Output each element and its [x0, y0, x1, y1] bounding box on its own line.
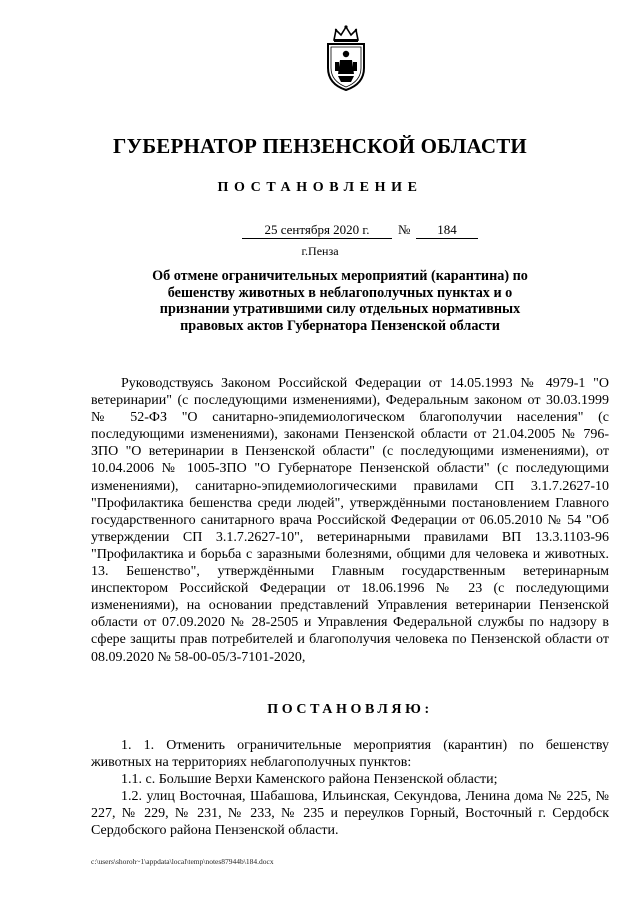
governor-title: ГУБЕРНАТОР ПЕНЗЕНСКОЙ ОБЛАСТИ: [113, 134, 527, 158]
item-paragraph: 1.1. с. Большие Верхи Каменского района Пензенской области;: [121, 772, 498, 787]
file-path-footer: c:\users\shoroh~1\appdata\local\temp\notes87944b\184.docx: [91, 857, 274, 866]
city: г.Пенза: [301, 244, 339, 258]
coat-of-arms-icon: [322, 24, 370, 92]
item-paragraph: 1. 1. Отменить ограничительные мероприятия (карантин) по бешенству животных на территориях неблагополучных пунктов:: [91, 738, 609, 771]
document-number: 184: [416, 222, 478, 239]
number-sign: №: [398, 222, 411, 237]
item-paragraph: 1.2. улиц Восточная, Шабашова, Ильинская, Секундова, Ленина дома № 225, № 227, № 229, № 231, № 233, № 235 и переулков Горный, Восточный г. Сердобск Сердобского района Пензенской области.: [91, 789, 609, 839]
resolve-heading: ПОСТАНОВЛЯЮ:: [267, 702, 433, 717]
date-number-line: [242, 222, 482, 240]
document-date: 25 сентября 2020 г.: [242, 222, 392, 239]
document-type: ПОСТАНОВЛЕНИЕ: [217, 180, 423, 195]
document-subject: Об отмене ограничительных мероприятий (карантина) по бешенству животных в неблагополучных пунктах и о признании утратившими силу отдельных нормативных правовых актов Губернатора Пензенской области: [152, 268, 528, 334]
preamble-paragraph: Руководствуясь Законом Российской Федерации от 14.05.1993 № 4979-1 "О ветеринарии" (с последующими изменениями), Федеральным законом от 30.03.1999 № 52-ФЗ "О санитарно-эпидемиологическом благополучии населения" (с последующими изменениями), законами Пензенской области от 21.04.2005 № 796-ЗПО "О ветеринарии в Пензенской области" (с последующими изменениями), от 10.04.2006 № 1005-ЗПО "О Губернаторе Пензенской области" (с последующими изменениями), санитарно-эпидемиологическими правилами СП 3.1.7.2627-10 "Профилактика бешенства среди людей", утверждёнными постановлением Главного государственного санитарного врача Российской Федерации от 06.05.2010 № 54 "Об утверждении СП 3.1.7.2627-10", ветеринарными правилами ВП 13.3.1103-96 "Профилактика и борьба с заразными болезнями, общими для человека и животных. 13. Бешенство", утверждёнными Главным государственным ветеринарным инспектором Российской Федерации от 18.06.1996 № 23 (с последующими изменениями), на основании представлений Управления ветеринарии Пензенской области от 07.09.2020 № 28-2505 и Управления Федеральной службы по надзору в сфере защиты прав потребителей и благополучия человека по Пензенской области от 08.09.2020 № 58-00-05/3-7101-2020,: [91, 376, 609, 665]
